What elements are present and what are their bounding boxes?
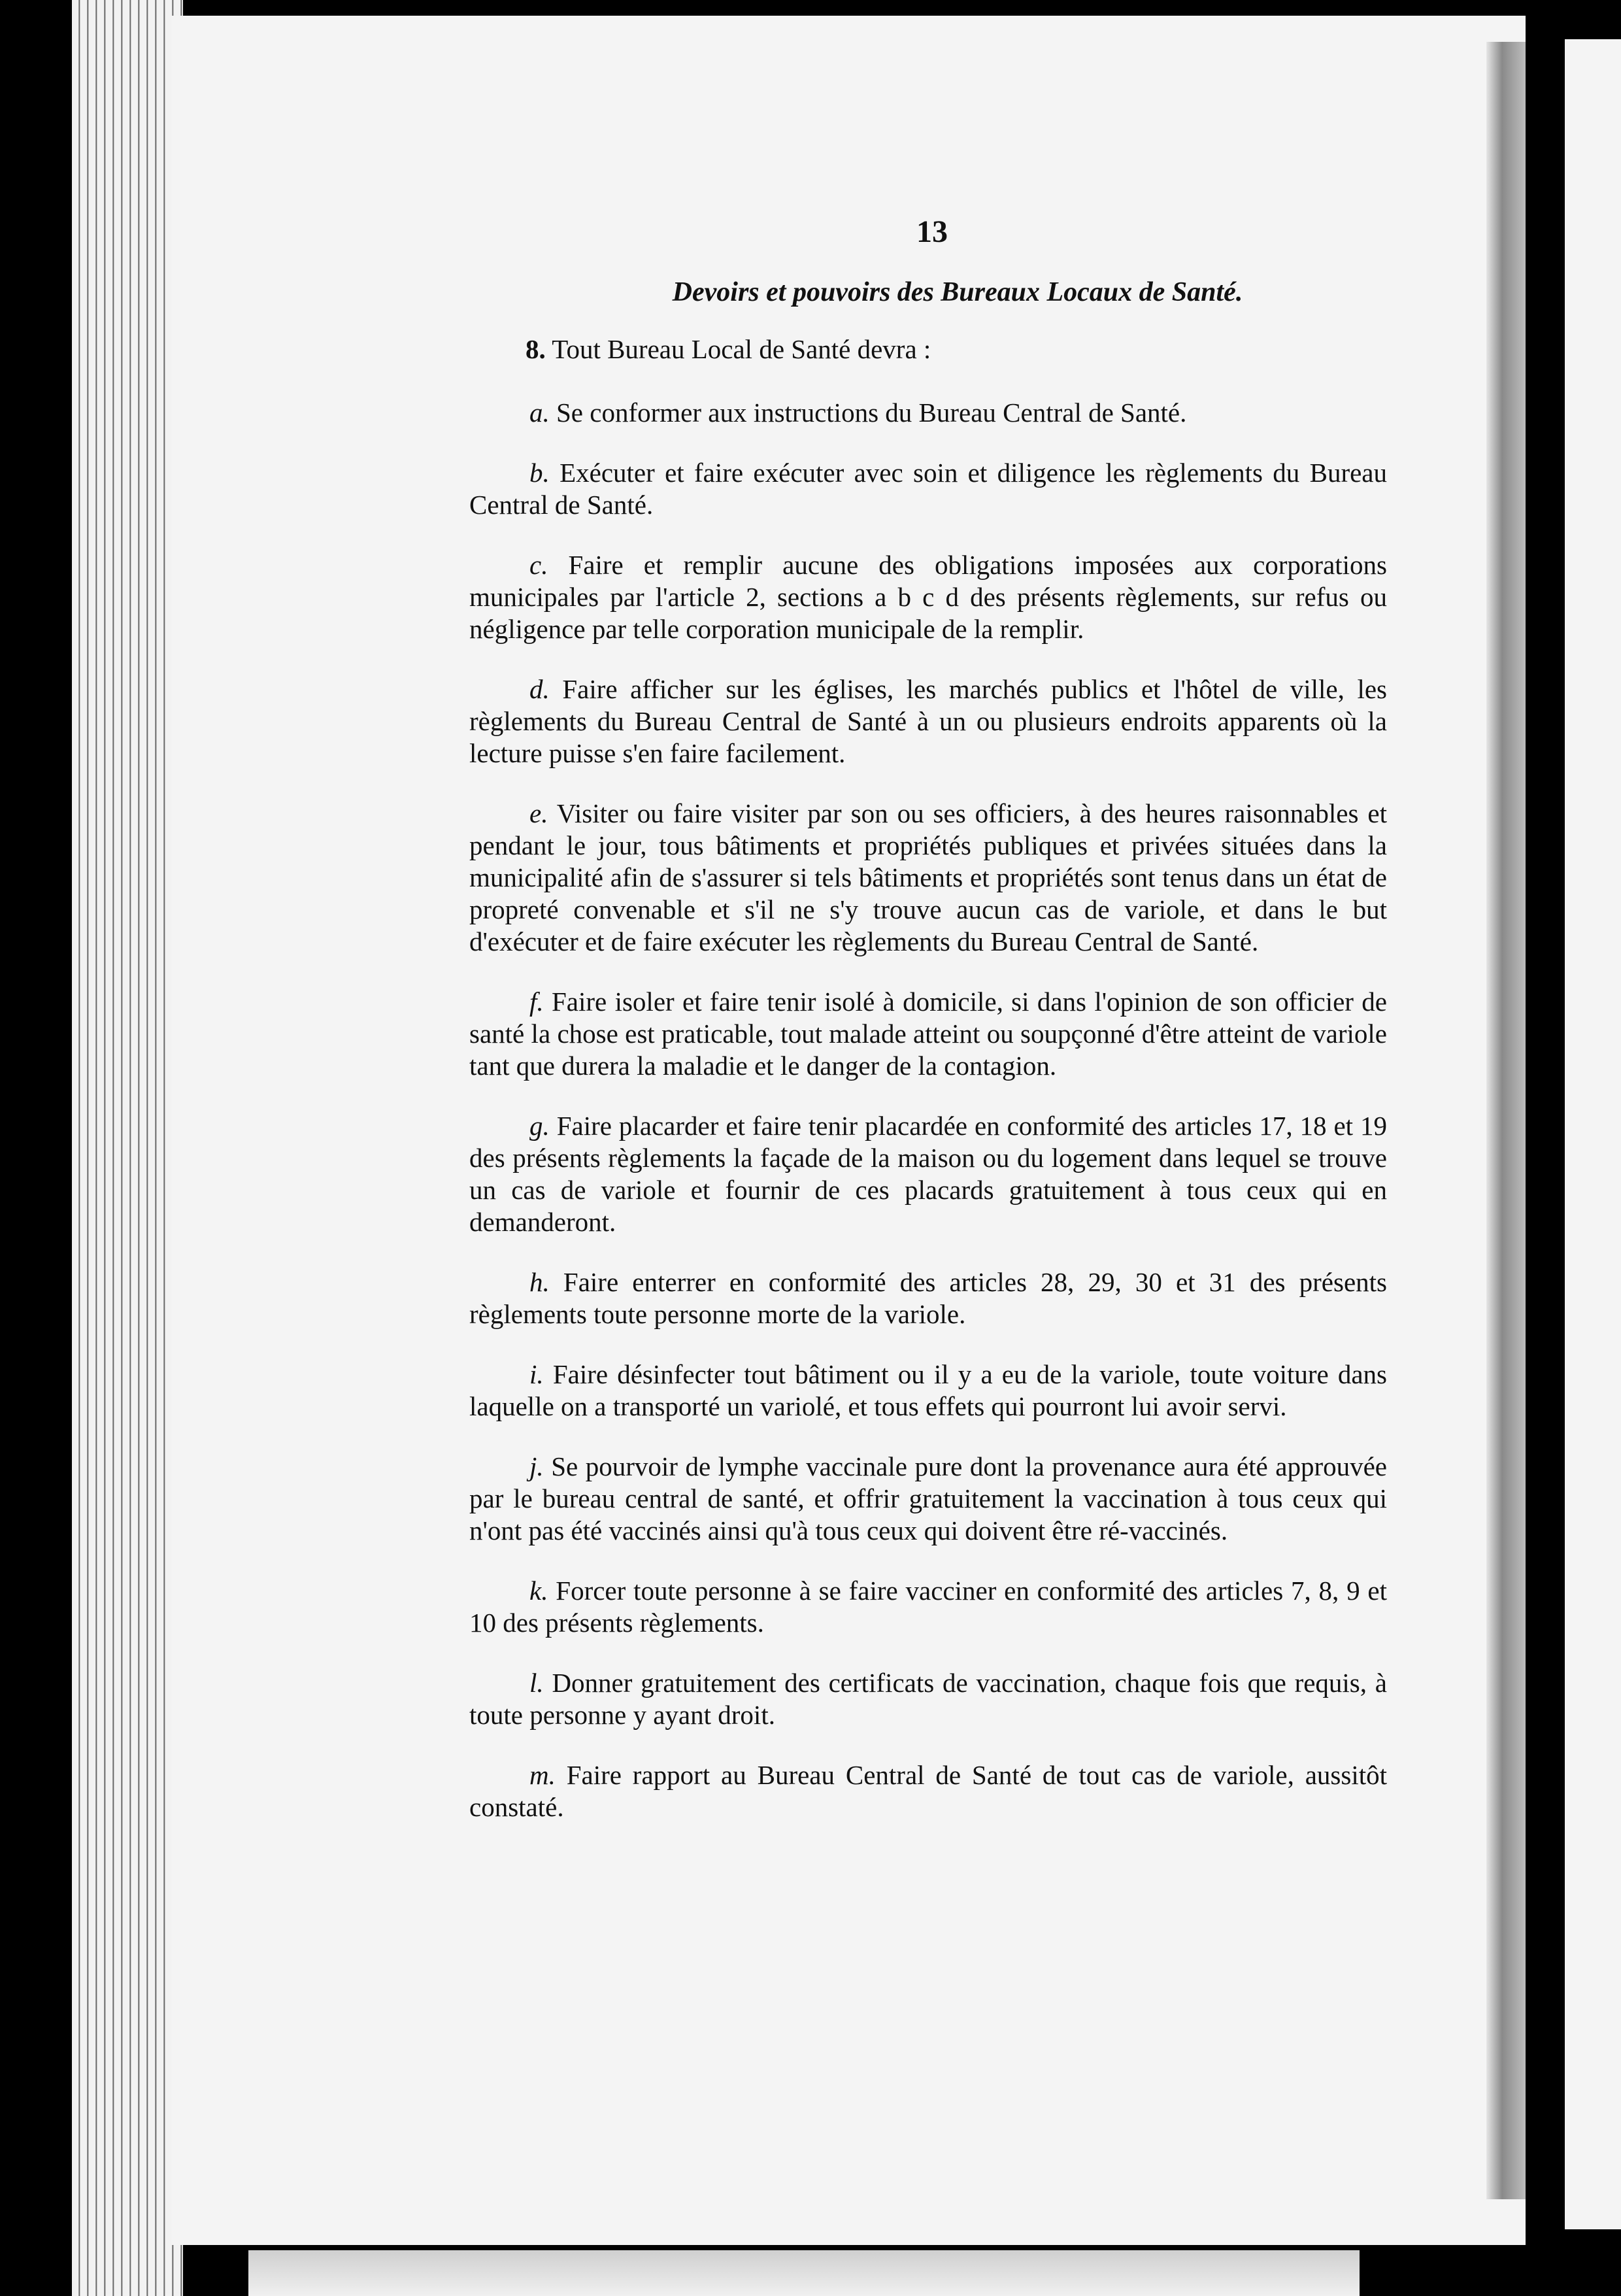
item-letter: g. — [529, 1111, 550, 1141]
item-text: Faire enterrer en conformité des articles 28, 29, 30 et 31 des présents règlements toute personne morte de la variole. — [469, 1267, 1388, 1329]
book-page-edges — [72, 0, 183, 2296]
list-item-l — [469, 1667, 1387, 1731]
list-item-c — [469, 549, 1387, 645]
item-letter: e. — [529, 798, 548, 828]
item-text: Visiter ou faire visiter par son ou ses officiers, à des heures raisonnables et pendant le jour, tous bâtiments et propriétés publiques et privées situées dans la municipalité afin de s'assurer si tels bâtiments et propriétés sont tenus dans un état de propreté convenable et s'il ne s'y trouve aucun cas de variole, et dans le but d'exécuter et de faire exécuter les règlements du Bureau Central de Santé. — [469, 798, 1388, 956]
item-text: Faire désinfecter tout bâtiment ou il y a eu de la variole, toute voiture dans laquelle on a transporté un variolé, et tous effets qui pourront lui avoir servi. — [469, 1359, 1388, 1421]
item-letter: a. — [529, 397, 550, 428]
item-text: Faire afficher sur les églises, les marchés publics et l'hôtel de ville, les règlements du Bureau Central de Santé à un ou plusieurs endroits apparents où la lecture puisse s'en faire facilement. — [469, 674, 1387, 768]
list-item-k — [469, 1575, 1387, 1639]
page-number: 13 — [916, 214, 948, 249]
list-item-d — [469, 673, 1387, 769]
item-letter: c. — [529, 550, 548, 580]
list-item-a — [469, 397, 1387, 429]
list-item-e — [469, 798, 1387, 958]
article-intro-text: Tout Bureau Local de Santé devra : — [552, 334, 931, 364]
section-heading: Devoirs et pouvoirs des Bureaux Locaux de Santé. — [672, 277, 1243, 307]
item-text: Exécuter et faire exécuter avec soin et diligence les règlements du Bureau Central de Santé. — [469, 458, 1387, 520]
item-letter: f. — [529, 987, 544, 1017]
item-letter: h. — [529, 1267, 550, 1297]
list-item-j — [469, 1451, 1387, 1547]
article-intro — [469, 333, 1387, 365]
list-item-m — [469, 1759, 1387, 1823]
item-text: Se conformer aux instructions du Bureau Central de Santé. — [556, 397, 1187, 428]
item-letter: j. — [529, 1451, 544, 1481]
item-letter: m. — [529, 1760, 556, 1790]
item-letter: b. — [529, 458, 550, 488]
spine-shadow — [1486, 42, 1526, 2199]
item-text: Se pourvoir de lymphe vaccinale pure dont la provenance aura été approuvée par le bureau central de santé, et offrir gratuitement la vaccination à tous ceux qui n'ont pas été vaccinés ainsi qu'à tous ceux qui doivent être ré-vaccinés. — [469, 1451, 1387, 1545]
facing-page-edge — [1565, 39, 1621, 2229]
item-letter: i. — [529, 1359, 544, 1389]
list-item-h — [469, 1266, 1387, 1330]
article-number: 8. — [526, 334, 546, 364]
item-letter: l. — [529, 1668, 544, 1698]
item-letter: d. — [529, 674, 550, 704]
item-text: Faire rapport au Bureau Central de Santé de tout cas de variole, aussitôt constaté. — [469, 1760, 1388, 1822]
list-item-f — [469, 986, 1387, 1082]
item-text: Faire et remplir aucune des obligations imposées aux corporations municipales par l'article 2, sections a b c d des présents règlements, sur refus ou négligence par telle corporation municipale de la remplir. — [469, 550, 1388, 644]
list-item-i — [469, 1359, 1387, 1423]
item-text: Donner gratuitement des certificats de vaccination, chaque fois que requis, à toute personne y ayant droit. — [469, 1668, 1387, 1730]
bottom-page-edge — [248, 2250, 1360, 2296]
item-text: Faire isoler et faire tenir isolé à domicile, si dans l'opinion de son officier de santé la chose est praticable, tout malade atteint ou soupçonné d'être atteint de variole tant que durera la maladie et le danger de la contagion. — [469, 987, 1387, 1081]
item-text: Forcer toute personne à se faire vacciner en conformité des articles 7, 8, 9 et 10 des présents règlements. — [469, 1576, 1387, 1638]
page-text-block — [469, 216, 1387, 1851]
item-letter: k. — [529, 1576, 548, 1606]
list-item-b — [469, 457, 1387, 521]
list-item-g — [469, 1110, 1387, 1238]
item-text: Faire placarder et faire tenir placardée en conformité des articles 17, 18 et 19 des présents règlements la façade de la maison ou du logement dans lequel se trouve un cas de variole et fournir de ces placards gratuitement à tous ceux qui en demanderont. — [469, 1111, 1387, 1237]
